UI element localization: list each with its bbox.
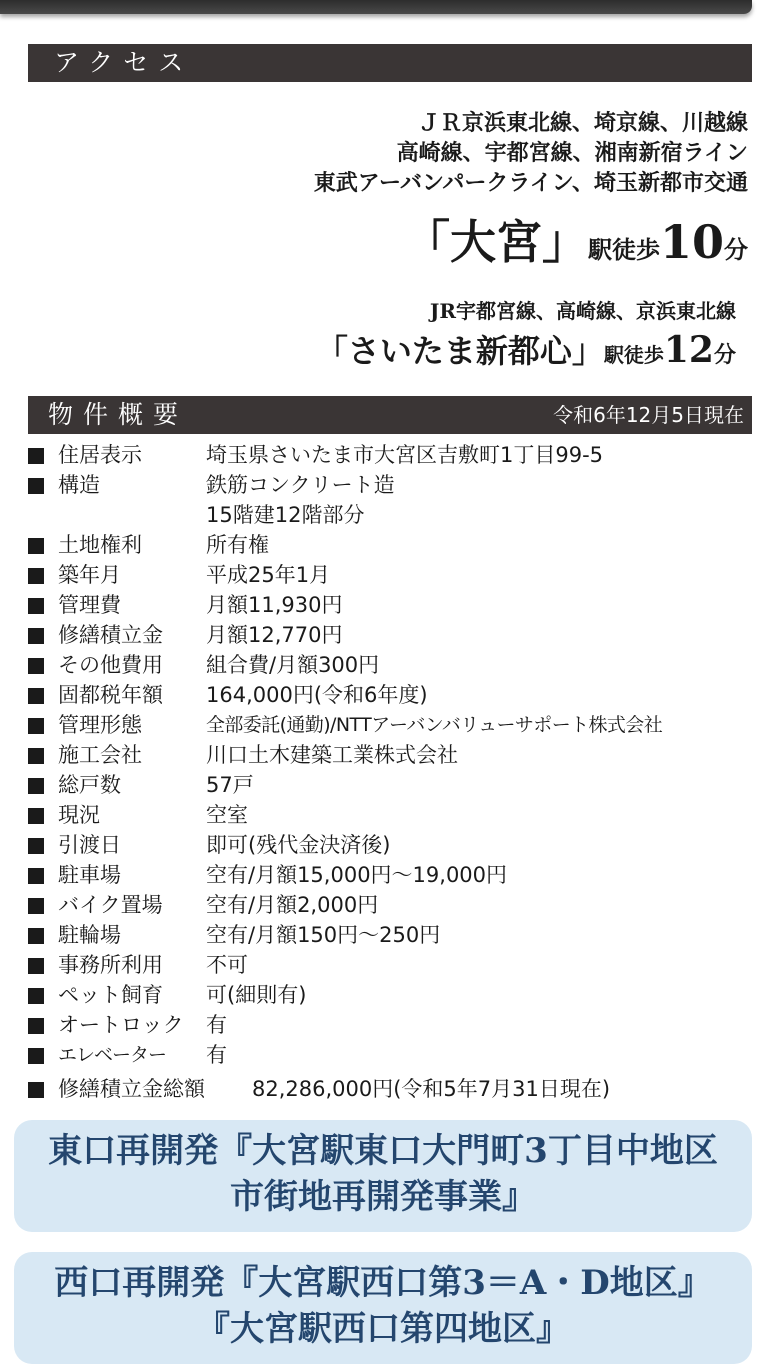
access-line: ＪＲ京浜東北線、埼京線、川越線 bbox=[417, 110, 748, 136]
overview-row-repair-reserve-total bbox=[28, 1074, 770, 1104]
bullet-square-icon bbox=[28, 988, 44, 1004]
bullet-square-icon bbox=[28, 808, 44, 824]
bullet-square-icon bbox=[28, 958, 44, 974]
overview-as-of-date: 令和6年12月5日現在 bbox=[553, 403, 744, 427]
row-label: バイク置場 bbox=[58, 893, 163, 917]
row-label: 駐輪場 bbox=[58, 923, 121, 947]
row-value: 川口土木建築工業株式会社 bbox=[206, 743, 458, 767]
access-lines-1 bbox=[314, 108, 748, 198]
station-name: 「大宮」 bbox=[403, 215, 588, 269]
access-line: 高崎線、宇都宮線、湘南新宿ライン bbox=[396, 140, 748, 166]
row-label: 構造 bbox=[58, 473, 100, 497]
access-line: JR宇都宮線、高崎線、京浜東北線 bbox=[429, 299, 736, 323]
bullet-square-icon bbox=[28, 1048, 44, 1064]
minute-unit: 分 bbox=[713, 342, 736, 368]
overview-row-address bbox=[28, 440, 770, 470]
west-redevelopment-line: 『大宮駅西口第四地区』 bbox=[196, 1309, 570, 1349]
overview-row-total-units bbox=[28, 770, 770, 800]
bullet-square-icon bbox=[28, 928, 44, 944]
station-saitama-shintoshin bbox=[316, 326, 736, 372]
row-value: 空室 bbox=[206, 803, 248, 827]
overview-row-contractor bbox=[28, 740, 770, 770]
access-heading: アクセス bbox=[54, 48, 194, 77]
overview-row-handover bbox=[28, 830, 770, 860]
row-label: 修繕積立金 bbox=[58, 623, 163, 647]
bullet-square-icon bbox=[28, 1082, 44, 1098]
row-label: オートロック bbox=[58, 1013, 184, 1037]
overview-row-bike-parking bbox=[28, 890, 770, 920]
row-label: 管理形態 bbox=[58, 713, 142, 737]
bullet-square-icon bbox=[28, 748, 44, 764]
bullet-square-icon bbox=[28, 628, 44, 644]
overview-row-land-rights bbox=[28, 530, 770, 560]
west-redevelopment-box bbox=[14, 1252, 752, 1364]
row-value: 月額12,770円 bbox=[206, 623, 343, 647]
row-label: 土地権利 bbox=[58, 533, 142, 557]
overview-row-bicycle-parking bbox=[28, 920, 770, 950]
station-omiya bbox=[404, 206, 748, 272]
bullet-square-icon bbox=[28, 448, 44, 464]
east-redevelopment-line: 市街地再開発事業』 bbox=[230, 1177, 536, 1217]
row-value: 可(細則有) bbox=[206, 983, 307, 1007]
overview-row-office-use bbox=[28, 950, 770, 980]
station-name: 「さいたま新都心」 bbox=[315, 332, 604, 370]
overview-row-status bbox=[28, 800, 770, 830]
walk-label: 駅徒歩 bbox=[603, 343, 664, 367]
bullet-square-icon bbox=[28, 658, 44, 674]
row-value: 組合費/月額300円 bbox=[206, 653, 380, 677]
bullet-square-icon bbox=[28, 1018, 44, 1034]
bullet-square-icon bbox=[28, 598, 44, 614]
overview-row-other-costs bbox=[28, 650, 770, 680]
bullet-square-icon bbox=[28, 898, 44, 914]
row-value: 57戸 bbox=[206, 773, 254, 797]
row-value: 鉄筋コンクリート造 bbox=[206, 473, 395, 497]
west-redevelopment-line: 西口再開発『大宮駅西口第3＝A・D地区』 bbox=[54, 1263, 712, 1303]
overview-row-pets bbox=[28, 980, 770, 1010]
row-value: 空有/月額15,000円～19,000円 bbox=[206, 863, 508, 887]
row-label: 築年月 bbox=[58, 563, 121, 587]
property-overview-list bbox=[28, 440, 770, 1104]
bullet-square-icon bbox=[28, 688, 44, 704]
overview-row-auto-lock bbox=[28, 1010, 770, 1040]
overview-row-elevator bbox=[28, 1040, 770, 1070]
bullet-square-icon bbox=[28, 478, 44, 494]
bullet-square-icon bbox=[28, 568, 44, 584]
bullet-square-icon bbox=[28, 778, 44, 794]
bullet-square-icon bbox=[28, 538, 44, 554]
overview-row-management-fee bbox=[28, 590, 770, 620]
row-label: 引渡日 bbox=[58, 833, 121, 857]
row-label: 固都税年額 bbox=[58, 683, 163, 707]
access-line: 東武アーバンパークライン、埼玉新都市交通 bbox=[313, 170, 748, 196]
walk-minutes: 10 bbox=[659, 215, 724, 269]
overview-row-property-tax bbox=[28, 680, 770, 710]
walk-label: 駅徒歩 bbox=[587, 235, 660, 264]
row-value: 即可(残代金決済後) bbox=[206, 833, 391, 857]
bullet-square-icon bbox=[28, 718, 44, 734]
row-label: その他費用 bbox=[58, 653, 163, 677]
row-label: 住居表示 bbox=[58, 443, 142, 467]
east-redevelopment-line: 東口再開発『大宮駅東口大門町3丁目中地区 bbox=[48, 1131, 718, 1171]
row-label: 管理費 bbox=[58, 593, 121, 617]
overview-row-parking bbox=[28, 860, 770, 890]
overview-header bbox=[28, 396, 752, 434]
row-value: 平成25年1月 bbox=[206, 563, 331, 587]
access-header bbox=[28, 44, 752, 82]
access-lines-2 bbox=[430, 296, 736, 326]
overview-row-structure bbox=[28, 470, 770, 500]
row-value: 埼玉県さいたま市大宮区吉敷町1丁目99-5 bbox=[206, 443, 604, 467]
top-decorative-bar bbox=[0, 0, 752, 14]
row-value: 所有権 bbox=[206, 533, 269, 557]
row-value: 空有/月額2,000円 bbox=[206, 893, 379, 917]
row-label: 総戸数 bbox=[58, 773, 121, 797]
row-value: 月額11,930円 bbox=[206, 593, 343, 617]
east-redevelopment-box bbox=[14, 1120, 752, 1232]
overview-heading: 物件概要 bbox=[48, 400, 189, 429]
overview-row-built bbox=[28, 560, 770, 590]
row-value: 有 bbox=[206, 1043, 227, 1067]
row-value: 82,286,000円(令和5年7月31日現在) bbox=[252, 1077, 611, 1101]
row-label: エレベーター bbox=[58, 1044, 167, 1066]
row-label: 現況 bbox=[58, 803, 100, 827]
minute-unit: 分 bbox=[724, 235, 748, 264]
overview-row-management-type bbox=[28, 710, 770, 740]
bullet-square-icon bbox=[28, 838, 44, 854]
row-value: 有 bbox=[206, 1013, 227, 1037]
row-label: 施工会社 bbox=[58, 743, 142, 767]
row-value: 空有/月額150円～250円 bbox=[206, 923, 441, 947]
overview-row-repair-reserve bbox=[28, 620, 770, 650]
row-label: ペット飼育 bbox=[58, 983, 163, 1007]
overview-row-structure-floors bbox=[28, 500, 770, 530]
row-label: 事務所利用 bbox=[58, 953, 163, 977]
walk-minutes: 12 bbox=[663, 329, 714, 371]
row-label: 駐車場 bbox=[58, 863, 121, 887]
bullet-square-icon bbox=[28, 868, 44, 884]
row-value: 164,000円(令和6年度) bbox=[206, 683, 428, 707]
row-value: 15階建12階部分 bbox=[206, 503, 365, 527]
row-value: 不可 bbox=[206, 953, 248, 977]
row-value: 全部委託(通勤)/NTTアーバンバリューサポート株式会社 bbox=[206, 714, 663, 736]
row-label: 修繕積立金総額 bbox=[58, 1077, 205, 1101]
